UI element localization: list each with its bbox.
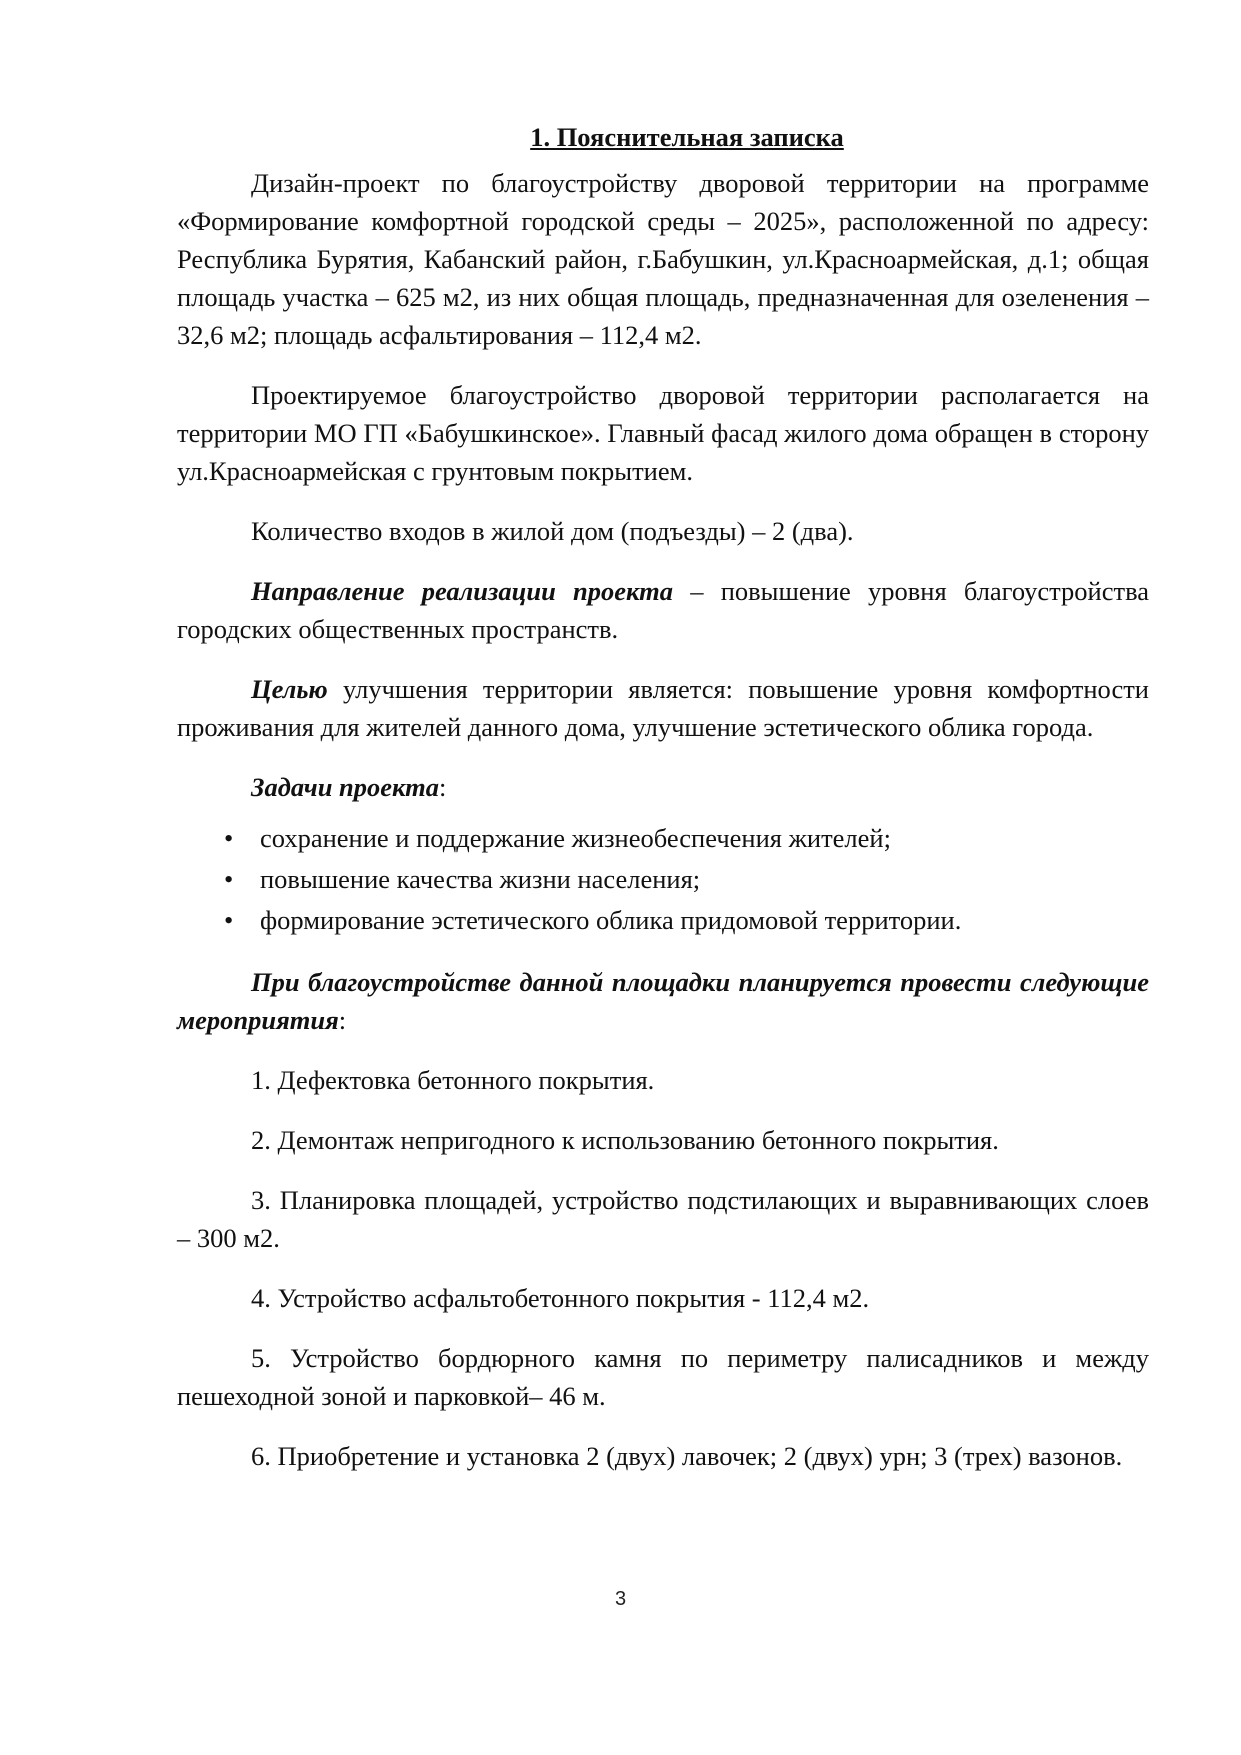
direction-label: Направление реализации проекта xyxy=(251,576,673,606)
task-text: повышение качества жизни населения; xyxy=(260,864,701,894)
events-label: При благоустройстве данной площадки планируется провести следующие мероприятия xyxy=(177,967,1149,1035)
bullet-icon: • xyxy=(224,864,234,894)
goal-label: Целью xyxy=(251,674,328,704)
paragraph-direction xyxy=(177,572,1149,648)
paragraph-entrances: Количество входов в жилой дом (подъезды) – 2 (два). xyxy=(251,516,854,546)
page-number: 3 xyxy=(614,1588,627,1610)
events-colon: : xyxy=(338,1005,347,1035)
paragraph-location: Проектируемое благоустройство дворовой территории располагается на территории МО ГП «Бабушкинское». Главный фасад жилого дома обращен в сторону ул.Красноармейская с грунтовым покрытием. xyxy=(177,380,1149,486)
bullet-icon: • xyxy=(224,905,234,935)
tasks-label: Задачи проекта xyxy=(251,772,439,802)
paragraph-events-heading xyxy=(177,963,1149,1039)
paragraph-goal xyxy=(177,670,1149,746)
list-item xyxy=(177,900,1149,941)
event-item: 4. Устройство асфальтобетонного покрытия - 112,4 м2. xyxy=(251,1283,870,1313)
tasks-list xyxy=(177,818,1149,941)
event-item: 2. Демонтаж непригодного к использованию бетонного покрытия. xyxy=(251,1125,999,1155)
direction-text: – повышение уровня благоустройства городских общественных пространств. xyxy=(177,576,1149,644)
goal-text: улучшения территории является: повышение уровня комфортности проживания для жителей данного дома, улучшение эстетического облика города. xyxy=(177,674,1149,742)
tasks-colon: : xyxy=(439,772,447,802)
list-item xyxy=(177,859,1149,900)
event-item: 6. Приобретение и установка 2 (двух) лавочек; 2 (двух) урн; 3 (трех) вазонов. xyxy=(251,1441,1123,1471)
event-item: 5. Устройство бордюрного камня по периметру палисадников и между пешеходной зоной и парковкой– 46 м. xyxy=(177,1343,1149,1411)
bullet-icon: • xyxy=(224,823,234,853)
paragraph-tasks-heading xyxy=(177,768,1149,806)
event-item: 1. Дефектовка бетонного покрытия. xyxy=(251,1065,655,1095)
list-item xyxy=(177,818,1149,859)
task-text: сохранение и поддержание жизнеобеспечения жителей; xyxy=(260,823,891,853)
task-text: формирование эстетического облика придомовой территории. xyxy=(260,905,962,935)
page-content xyxy=(177,118,1149,1475)
event-item: 3. Планировка площадей, устройство подстилающих и выравнивающих слоев – 300 м2. xyxy=(177,1185,1149,1253)
paragraph-intro: Дизайн-проект по благоустройству дворовой территории на программе «Формирование комфортной городской среды – 2025», расположенной по адресу: Республика Бурятия, Кабанский район, г.Бабушкин, ул.Красноармейская, д.1; общая площадь участка – 625 м2, из них общая площадь, предназначенная для озеленения – 32,6 м2; площадь асфальтирования – 112,4 м2. xyxy=(177,168,1149,350)
page-title: 1. Пояснительная записка xyxy=(530,122,844,152)
